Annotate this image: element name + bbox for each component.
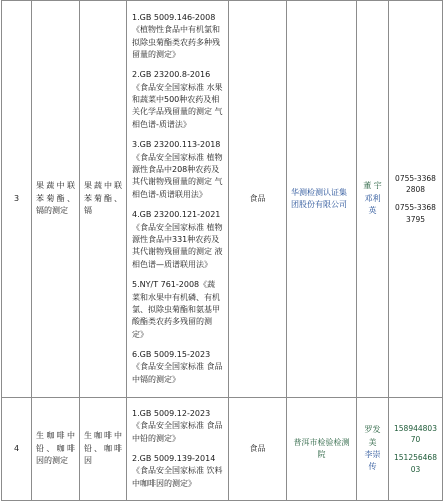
table-row	[2, 1, 443, 398]
contact-person: 李崇传	[364, 450, 381, 472]
row-index: 3	[2, 1, 32, 398]
category: 食品	[229, 1, 287, 398]
results-table	[1, 0, 443, 501]
phone-number: 0755-33682808	[395, 173, 436, 195]
contact-persons	[357, 1, 389, 398]
standard-entry: 6.GB 5009.15-2023《食品安全国家标准 食品中镉的测定》	[132, 350, 223, 384]
standard-entry: 4.GB 23200.121-2021《食品安全国家标准 植物源性食品中331种农药及其代谢物残留量的测定 液相色谱—质谱联用法》	[132, 210, 223, 269]
contact-person: 董 宇	[363, 181, 382, 191]
standard-entry: 5.NY/T 761-2008《蔬菜和水果中有机磷、有机氯、拟除虫菊酯和氨基甲酸酯类农药多残留的测定》	[132, 280, 220, 339]
organization: 华测检测认证集团股份有限公司	[287, 1, 357, 398]
contact-person: 邓利英	[364, 193, 381, 216]
test-subitem: 生咖啡中铅、咖啡因	[80, 398, 127, 501]
standards-cell	[127, 1, 229, 398]
standard-entry: 2.GB 5009.139-2014《食品安全国家标准 饮料中咖啡因的测定》	[132, 454, 223, 488]
test-item: 生咖啡中铅、咖啡因的测定	[32, 398, 80, 501]
organization: 普洱市检验检测院	[287, 398, 357, 501]
contact-person: 罗发美	[364, 425, 381, 447]
standards-cell	[127, 398, 229, 501]
row-index: 4	[2, 398, 32, 501]
standard-entry: 3.GB 23200.113-2018《食品安全国家标准 植物源性食品中208种农药及其代谢物残留量的测定 气相色谱-质谱联用法》	[132, 140, 223, 199]
category: 食品	[229, 398, 287, 501]
phone-number: 15894480370	[394, 423, 437, 445]
standard-entry: 1.GB 5009.146-2008《植物性食品中有机氯和拟除虫菊酯类农药多种残留量的测定》	[132, 12, 220, 59]
table-row	[2, 398, 443, 501]
test-item: 果蔬中联苯菊酯、镉的测定	[32, 1, 80, 398]
contact-phones	[389, 1, 443, 398]
phone-number: 15125646803	[394, 453, 437, 474]
standard-entry: 1.GB 5009.12-2023《食品安全国家标准 食品中铅的测定》	[132, 408, 223, 443]
standard-entry: 2.GB 23200.8-2016《食品安全国家标准 水果和蔬菜中500种农药及相关化学品残留量的测定 气相色谱-质谱法》	[132, 70, 223, 129]
test-subitem: 果蔬中联苯菊酯、镉	[80, 1, 127, 398]
contact-phones	[389, 398, 443, 501]
contact-persons	[357, 398, 389, 501]
phone-number: 0755-33683795	[395, 203, 436, 224]
